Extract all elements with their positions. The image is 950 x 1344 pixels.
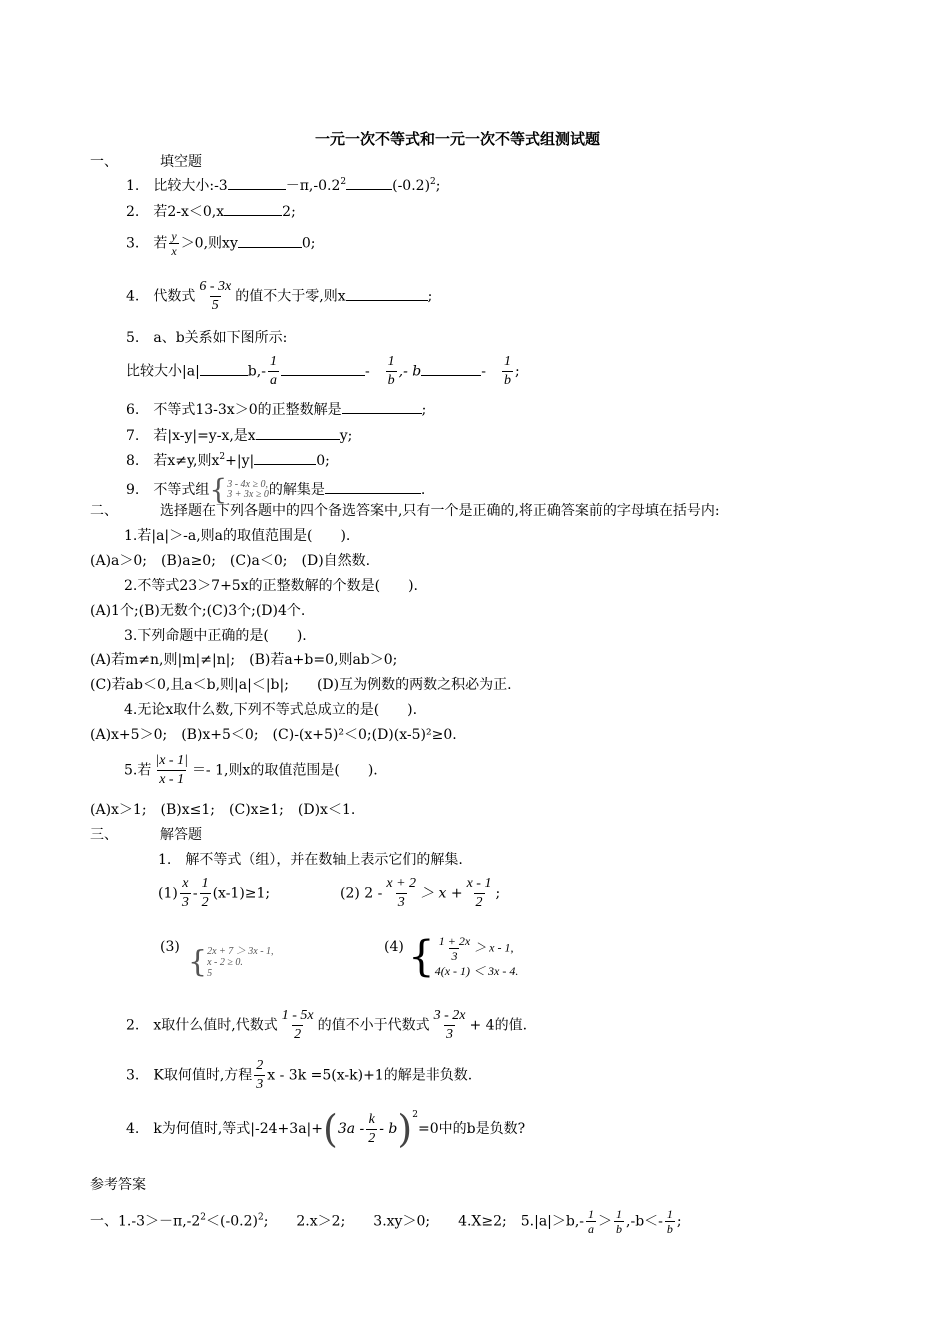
section-2-heading: 二、 选择题在下列各题中的四个备选答案中,只有一个是正确的,将正确答案前的字母填在括号内: (90, 503, 720, 519)
choice-q1: 1.若|a|＞-a,则a的取值范围是( ). (124, 528, 351, 544)
section-3-heading: 三、 解答题 (90, 827, 202, 843)
answers-line-1: 一、$1.-3>-\pi,-2^2<(-0.2)^2$; 2.x＞2; 3.xy＞0; 4.X≥2; 5.|a|＞b,- $\frac{1}{a}$ ＞ $\frac{1}{b}$ ,-b＜- $\frac{1}{b}$ ; (90, 1207, 682, 1236)
section-label: 填空题 (160, 154, 202, 170)
fill-q1: 1. 比较大小:-3 $-\pi,-0.2^2$ $(-0.2)^2$; (126, 177, 441, 194)
fill-q9: 9. 不等式组{ 3 - 4x ≥ 0, 3 + 3x ≥ 0 的解集是 . (126, 473, 426, 506)
choice-q5: 5.若 $\frac{|x - 1|}{x - 1}$ ＝- 1,则x的取值范围是( ). (124, 753, 378, 787)
fill-q3: 3. 若 $\frac{y}{x}$ ＞0,则xy 0; (126, 229, 316, 258)
choice-q4-options: (A)x+5＞0; (B)x+5＜0; (C)-(x+5)²＜0;(D)(x-5)²≥0. (90, 727, 457, 743)
solve-q1-part4-system: { $\frac{1 + 2x}{3}$ ＞ x - 1, 4(x - 1) ＜ 3x - 4. (408, 931, 519, 981)
choice-q1-options: (A)a＞0; (B)a≥0; (C)a＜0; (D)自然数. (90, 553, 371, 569)
fill-q4: 4. 代数式 $\frac{6 - 3x}{5}$ 的值不大于零,则x ; (126, 279, 433, 313)
page-title: 一元一次不等式和一元一次不等式组测试题 (315, 130, 601, 148)
choice-q5-options: (A)x＞1; (B)x≤1; (C)x≥1; (D)x＜1. (90, 802, 356, 818)
fill-q6: 6. 不等式13-3x＞0的正整数解是 ; (126, 402, 427, 418)
solve-q2: 2. x取什么值时,代数式 $\frac{1 - 5x}{2}$ 的值不小于代数式 $\frac{3 - 2x}{3}$ + 4的值. (126, 1008, 528, 1042)
fill-q5-compare: 比较大小|a| b,- $\frac{1}{a}$ - $\frac{1}{b}$ ,- b - $\frac{1}{b}$ ; (126, 354, 520, 388)
choice-q3-options-1: (A)若m≠n,则|m|≠|n|; (B)若a+b=0,则ab＞0; (90, 652, 398, 668)
choice-q2-options: (A)1个;(B)无数个;(C)3个;(D)4个. (90, 603, 306, 619)
choice-q4: 4.无论x取什么数,下列不等式总成立的是( ). (124, 702, 418, 718)
section-number: 一、 (90, 154, 118, 170)
solve-q3: 3. K取何值时,方程 $\frac{2}{3}$ x - 3k =5(x-k)+1的解是非负数. (126, 1058, 473, 1092)
answers-heading: 参考答案 (90, 1177, 146, 1193)
choice-q3: 3.下列命题中正确的是( ). (124, 628, 307, 644)
solve-q1-part3-system: { 2x + 7 ＞ 3x - 1, x - 2 ≥ 0. 5 (188, 944, 274, 980)
fill-q5: 5. a、b关系如下图所示: (126, 330, 288, 346)
section-1-heading (90, 153, 202, 171)
solve-q1-part1: (1) $\frac{x}{3}$ - $\frac{1}{2}$ (x-1)≥1; (158, 876, 271, 910)
fill-q8: 8. 若x≠y,则$x^2+|y|$ 0; (126, 452, 330, 469)
fill-q2: 2. 若2-x＜0,x 2; (126, 204, 296, 220)
solve-q1-part4: (4) (384, 939, 404, 955)
choice-q3-options-2: (C)若ab＜0,且a＜b,则|a|＜|b|; (D)互为例数的两数之积必为正. (90, 677, 512, 693)
solve-q1: 1. 解不等式（组），并在数轴上表示它们的解集. (158, 852, 463, 868)
choice-q2: 2.不等式23＞7+5x的正整数解的个数是( ). (124, 578, 418, 594)
solve-q1-part3: (3) (160, 939, 180, 955)
solve-q1-part2: (2) 2 - $\frac{x + 2}{3}$ ＞ x + $\frac{x - 1}{2}$ ; (340, 876, 501, 910)
solve-q4: 4. k为何值时,等式|-24+3a|+(3a - $\frac{k}{2}$ - b)$^2$=0中的b是负数? (126, 1107, 526, 1151)
fill-q7: 7. 若|x-y|=y-x,是x y; (126, 428, 353, 444)
